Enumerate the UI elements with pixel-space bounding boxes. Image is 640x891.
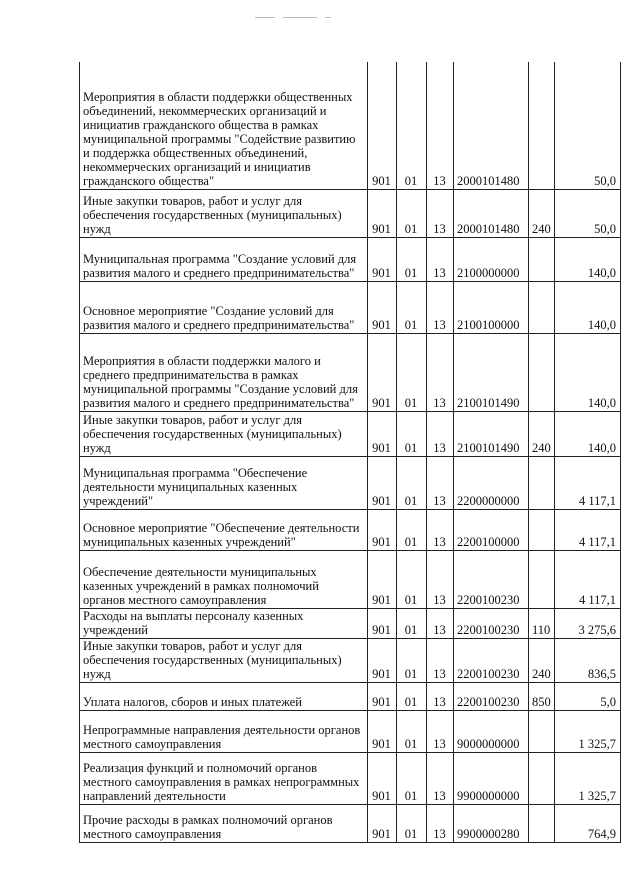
row-subsection: 13 xyxy=(427,281,454,333)
table-row xyxy=(80,710,621,752)
table-row xyxy=(80,333,621,411)
row-subsection: 13 xyxy=(427,638,454,682)
row-expense-type xyxy=(529,804,555,842)
row-ministry: 901 xyxy=(368,281,397,333)
row-ministry: 901 xyxy=(368,509,397,550)
row-subsection: 13 xyxy=(427,456,454,509)
row-expense-type xyxy=(529,550,555,608)
row-section: 01 xyxy=(397,281,427,333)
row-ministry: 901 xyxy=(368,608,397,638)
row-target: 9900000280 xyxy=(454,804,529,842)
row-expense-type: 240 xyxy=(529,411,555,456)
row-target: 2100101490 xyxy=(454,333,529,411)
row-sum: 1 325,7 xyxy=(555,710,621,752)
row-sum: 50,0 xyxy=(555,62,621,189)
row-target: 2200100000 xyxy=(454,509,529,550)
row-sum: 4 117,1 xyxy=(555,509,621,550)
row-target: 9000000000 xyxy=(454,710,529,752)
row-expense-type xyxy=(529,237,555,281)
row-expense-type: 240 xyxy=(529,638,555,682)
row-section: 01 xyxy=(397,752,427,804)
row-expense-type xyxy=(529,509,555,550)
row-section: 01 xyxy=(397,333,427,411)
budget-table xyxy=(79,62,621,843)
row-name: Реализация функций и полномочий органов местного самоуправления в рамках непрограммных направлений деятельности xyxy=(80,752,368,804)
row-name: Обеспечение деятельности муниципальных казенных учреждений в рамках полномочий органов местного самоуправления xyxy=(80,550,368,608)
row-section: 01 xyxy=(397,638,427,682)
row-name: Мероприятия в области поддержки общественных объединений, некоммерческих организаций и инициатив гражданского общества в рамках муниципальной программы "Содействие развитию и поддержка общественных объединений, некоммерческих организаций и инициатив гражданского общества" xyxy=(80,62,368,189)
table-row xyxy=(80,281,621,333)
row-ministry: 901 xyxy=(368,550,397,608)
row-target: 9900000000 xyxy=(454,752,529,804)
row-name: Иные закупки товаров, работ и услуг для обеспечения государственных (муниципальных) нужд xyxy=(80,411,368,456)
row-subsection: 13 xyxy=(427,804,454,842)
row-expense-type xyxy=(529,710,555,752)
row-target: 2200000000 xyxy=(454,456,529,509)
table-row xyxy=(80,237,621,281)
row-sum: 5,0 xyxy=(555,682,621,710)
row-subsection: 13 xyxy=(427,62,454,189)
row-target: 2000101480 xyxy=(454,62,529,189)
row-sum: 140,0 xyxy=(555,411,621,456)
table-row xyxy=(80,682,621,710)
row-ministry: 901 xyxy=(368,62,397,189)
row-expense-type xyxy=(529,62,555,189)
row-section: 01 xyxy=(397,550,427,608)
row-sum: 836,5 xyxy=(555,638,621,682)
row-name: Непрограммные направления деятельности органов местного самоуправления xyxy=(80,710,368,752)
row-subsection: 13 xyxy=(427,550,454,608)
row-ministry: 901 xyxy=(368,189,397,237)
row-section: 01 xyxy=(397,411,427,456)
row-ministry: 901 xyxy=(368,752,397,804)
table-row xyxy=(80,638,621,682)
row-section: 01 xyxy=(397,608,427,638)
row-expense-type xyxy=(529,333,555,411)
row-target: 2200100230 xyxy=(454,608,529,638)
table-row xyxy=(80,456,621,509)
row-name: Расходы на выплаты персоналу казенных учреждений xyxy=(80,608,368,638)
row-section: 01 xyxy=(397,237,427,281)
row-expense-type: 850 xyxy=(529,682,555,710)
row-ministry: 901 xyxy=(368,710,397,752)
row-name: Мероприятия в области поддержки малого и среднего предпринимательства в рамках муниципальной программы "Создание условий для развития малого и среднего предпринимательства" xyxy=(80,333,368,411)
row-sum: 50,0 xyxy=(555,189,621,237)
table-row xyxy=(80,752,621,804)
row-section: 01 xyxy=(397,189,427,237)
row-target: 2200100230 xyxy=(454,550,529,608)
row-sum: 4 117,1 xyxy=(555,456,621,509)
row-name: Муниципальная программа "Обеспечение деятельности муниципальных казенных учреждений" xyxy=(80,456,368,509)
row-subsection: 13 xyxy=(427,682,454,710)
row-sum: 764,9 xyxy=(555,804,621,842)
row-target: 2200100230 xyxy=(454,638,529,682)
row-ministry: 901 xyxy=(368,411,397,456)
row-name: Уплата налогов, сборов и иных платежей xyxy=(80,682,368,710)
row-expense-type xyxy=(529,456,555,509)
table-row xyxy=(80,804,621,842)
row-sum: 140,0 xyxy=(555,333,621,411)
row-ministry: 901 xyxy=(368,804,397,842)
row-ministry: 901 xyxy=(368,682,397,710)
row-subsection: 13 xyxy=(427,608,454,638)
row-section: 01 xyxy=(397,62,427,189)
row-sum: 1 325,7 xyxy=(555,752,621,804)
row-sum: 140,0 xyxy=(555,281,621,333)
row-name: Иные закупки товаров, работ и услуг для обеспечения государственных (муниципальных) нужд xyxy=(80,638,368,682)
row-section: 01 xyxy=(397,456,427,509)
row-expense-type xyxy=(529,752,555,804)
row-subsection: 13 xyxy=(427,237,454,281)
table-row xyxy=(80,509,621,550)
table-row xyxy=(80,62,621,189)
table-row xyxy=(80,189,621,237)
row-subsection: 13 xyxy=(427,333,454,411)
row-ministry: 901 xyxy=(368,333,397,411)
row-name: Прочие расходы в рамках полномочий органов местного самоуправления xyxy=(80,804,368,842)
row-subsection: 13 xyxy=(427,752,454,804)
row-target: 2000101480 xyxy=(454,189,529,237)
row-sum: 4 117,1 xyxy=(555,550,621,608)
table-row xyxy=(80,411,621,456)
table-row xyxy=(80,550,621,608)
scan-mark xyxy=(255,8,345,11)
row-section: 01 xyxy=(397,509,427,550)
row-subsection: 13 xyxy=(427,189,454,237)
row-section: 01 xyxy=(397,710,427,752)
row-expense-type: 110 xyxy=(529,608,555,638)
row-subsection: 13 xyxy=(427,411,454,456)
row-subsection: 13 xyxy=(427,710,454,752)
row-section: 01 xyxy=(397,804,427,842)
row-target: 2200100230 xyxy=(454,682,529,710)
row-expense-type xyxy=(529,281,555,333)
row-subsection: 13 xyxy=(427,509,454,550)
row-sum: 140,0 xyxy=(555,237,621,281)
row-expense-type: 240 xyxy=(529,189,555,237)
row-target: 2100100000 xyxy=(454,281,529,333)
row-ministry: 901 xyxy=(368,456,397,509)
row-target: 2100000000 xyxy=(454,237,529,281)
row-name: Основное мероприятие "Обеспечение деятельности муниципальных казенных учреждений" xyxy=(80,509,368,550)
row-name: Муниципальная программа "Создание условий для развития малого и среднего предпринимательства" xyxy=(80,237,368,281)
row-name: Основное мероприятие "Создание условий для развития малого и среднего предпринимательства" xyxy=(80,281,368,333)
row-ministry: 901 xyxy=(368,237,397,281)
row-ministry: 901 xyxy=(368,638,397,682)
row-name: Иные закупки товаров, работ и услуг для обеспечения государственных (муниципальных) нужд xyxy=(80,189,368,237)
table-row xyxy=(80,608,621,638)
row-target: 2100101490 xyxy=(454,411,529,456)
row-sum: 3 275,6 xyxy=(555,608,621,638)
row-section: 01 xyxy=(397,682,427,710)
